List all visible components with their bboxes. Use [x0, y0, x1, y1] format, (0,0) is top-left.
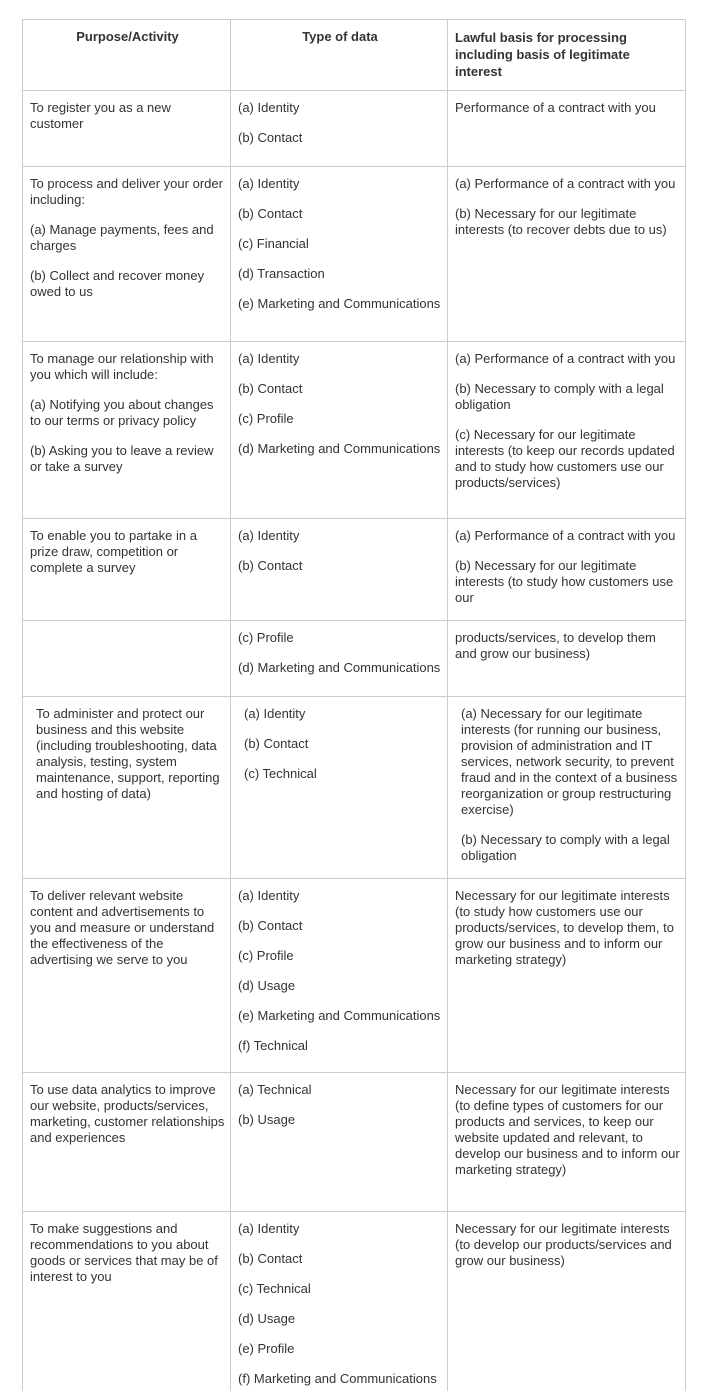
lawful-basis-cell	[448, 621, 686, 697]
purpose-text: To deliver relevant website content and advertisements to you and measure or understand the effectiveness of the advertising we serve to you	[30, 888, 215, 967]
purpose-text: To make suggestions and recommendations to you about goods or services that may be of interest to you	[30, 1221, 218, 1284]
data-type-item: (b) Contact	[238, 206, 303, 221]
lawful-basis-text: (b) Necessary to comply with a legal obligation	[461, 832, 670, 863]
purpose-text: (b) Collect and recover money owed to us	[30, 268, 205, 299]
data-type-item: (b) Contact	[238, 1251, 303, 1266]
data-type-item: (b) Contact	[238, 130, 303, 145]
lawful-basis-text: (a) Necessary for our legitimate interests (for running our business, provision of administration and IT services, network security, to prevent fraud and in the context of a business reorganization or group restructuring exercise)	[461, 706, 678, 817]
lawful-basis-cell	[448, 1073, 686, 1212]
purpose-text: To register you as a new customer	[30, 100, 171, 131]
purpose-cell	[23, 697, 231, 879]
data-type-item: (f) Technical	[238, 1038, 308, 1053]
type-of-data-cell	[231, 879, 448, 1073]
data-type-item: (b) Contact	[238, 381, 303, 396]
table-row	[23, 91, 686, 167]
data-type-item: (e) Marketing and Communications	[238, 1008, 441, 1023]
data-type-item: (c) Profile	[238, 948, 294, 963]
table-row	[23, 1212, 686, 1391]
data-type-item: (c) Profile	[238, 411, 294, 426]
lawful-basis-text: (b) Necessary for our legitimate interests (to recover debts due to us)	[455, 206, 667, 237]
lawful-basis-cell	[448, 519, 686, 621]
lawful-basis-text: Performance of a contract with you	[455, 100, 656, 115]
purpose-cell	[23, 1073, 231, 1212]
data-type-item: (b) Contact	[238, 558, 303, 573]
data-type-item: (a) Technical	[238, 1082, 312, 1097]
purpose-cell	[23, 621, 231, 697]
lawful-basis-text: (b) Necessary for our legitimate interests (to study how customers use our	[455, 558, 674, 605]
purpose-cell	[23, 1212, 231, 1391]
data-type-item: (e) Marketing and Communications	[238, 296, 441, 311]
table-row	[23, 167, 686, 342]
data-type-item: (d) Transaction	[238, 266, 325, 281]
lawful-basis-cell	[448, 167, 686, 342]
lawful-basis-cell	[448, 342, 686, 519]
purpose-text: To process and deliver your order including:	[30, 176, 223, 207]
table-row	[23, 879, 686, 1073]
table-row	[23, 519, 686, 621]
data-type-item: (b) Contact	[244, 736, 309, 751]
type-of-data-cell	[231, 621, 448, 697]
purpose-cell	[23, 519, 231, 621]
data-type-item: (a) Identity	[244, 706, 306, 721]
header-label: Lawful basis for processing including basis of legitimate interest	[455, 30, 630, 79]
data-type-item: (f) Marketing and Communications	[238, 1371, 437, 1386]
data-type-item: (d) Marketing and Communications	[238, 660, 441, 675]
data-type-item: (d) Marketing and Communications	[238, 441, 441, 456]
lawful-basis-table	[22, 19, 686, 1391]
data-type-item: (d) Usage	[238, 978, 296, 993]
table-header-row	[23, 20, 686, 91]
data-type-item: (a) Identity	[238, 888, 300, 903]
lawful-basis-text: Necessary for our legitimate interests (to study how customers use our products/services, to develop them, to grow our business and to inform our marketing strategy)	[455, 888, 674, 967]
data-type-item: (a) Identity	[238, 351, 300, 366]
table-row	[23, 342, 686, 519]
type-of-data-cell	[231, 1212, 448, 1391]
header-label: Purpose/Activity	[76, 29, 179, 44]
header-type-of-data	[231, 20, 448, 91]
lawful-basis-text: (a) Performance of a contract with you	[455, 528, 676, 543]
header-purpose-activity	[23, 20, 231, 91]
lawful-basis-text: (c) Necessary for our legitimate interests (to keep our records updated and to study how customers use our products/services)	[455, 427, 675, 490]
data-type-item: (a) Identity	[238, 176, 300, 191]
header-label: Type of data	[302, 29, 378, 44]
data-type-item: (c) Technical	[238, 1281, 311, 1296]
data-type-item: (a) Identity	[238, 100, 300, 115]
data-type-item: (c) Financial	[238, 236, 309, 251]
lawful-basis-text: (b) Necessary to comply with a legal obligation	[455, 381, 664, 412]
type-of-data-cell	[231, 519, 448, 621]
purpose-text: To administer and protect our business and this website (including troubleshooting, data analysis, testing, system maintenance, support, reporting and hosting of data)	[36, 706, 220, 801]
lawful-basis-text: Necessary for our legitimate interests (to define types of customers for our products and services, to keep our website updated and relevant, to develop our business and to inform our marketing strategy)	[455, 1082, 680, 1177]
purpose-cell	[23, 167, 231, 342]
purpose-cell	[23, 342, 231, 519]
table-row	[23, 1073, 686, 1212]
data-type-item: (a) Identity	[238, 528, 300, 543]
data-type-item: (b) Contact	[238, 918, 303, 933]
table-body	[23, 91, 686, 1391]
data-type-item: (a) Identity	[238, 1221, 300, 1236]
lawful-basis-text: Necessary for our legitimate interests (to develop our products/services and grow our business)	[455, 1221, 672, 1268]
type-of-data-cell	[231, 697, 448, 879]
table-row	[23, 621, 686, 697]
purpose-text: To manage our relationship with you which will include:	[30, 351, 214, 382]
lawful-basis-text: products/services, to develop them and grow our business)	[455, 630, 656, 661]
type-of-data-cell	[231, 167, 448, 342]
type-of-data-cell	[231, 342, 448, 519]
type-of-data-cell	[231, 91, 448, 167]
table-row	[23, 697, 686, 879]
purpose-cell	[23, 879, 231, 1073]
type-of-data-cell	[231, 1073, 448, 1212]
purpose-text: To enable you to partake in a prize draw, competition or complete a survey	[30, 528, 197, 575]
data-type-item: (c) Technical	[244, 766, 317, 781]
data-type-item: (e) Profile	[238, 1341, 295, 1356]
data-type-item: (d) Usage	[238, 1311, 296, 1326]
lawful-basis-text: (a) Performance of a contract with you	[455, 351, 676, 366]
data-type-item: (c) Profile	[238, 630, 294, 645]
lawful-basis-cell	[448, 91, 686, 167]
lawful-basis-cell	[448, 697, 686, 879]
purpose-text: (b) Asking you to leave a review or take a survey	[30, 443, 214, 474]
lawful-basis-cell	[448, 1212, 686, 1391]
lawful-basis-cell	[448, 879, 686, 1073]
data-type-item: (b) Usage	[238, 1112, 296, 1127]
purpose-text: (a) Notifying you about changes to our terms or privacy policy	[30, 397, 214, 428]
purpose-text: To use data analytics to improve our website, products/services, marketing, customer relationships and experiences	[30, 1082, 225, 1145]
purpose-text: (a) Manage payments, fees and charges	[30, 222, 214, 253]
lawful-basis-text: (a) Performance of a contract with you	[455, 176, 676, 191]
header-lawful-basis	[448, 20, 686, 91]
purpose-cell	[23, 91, 231, 167]
